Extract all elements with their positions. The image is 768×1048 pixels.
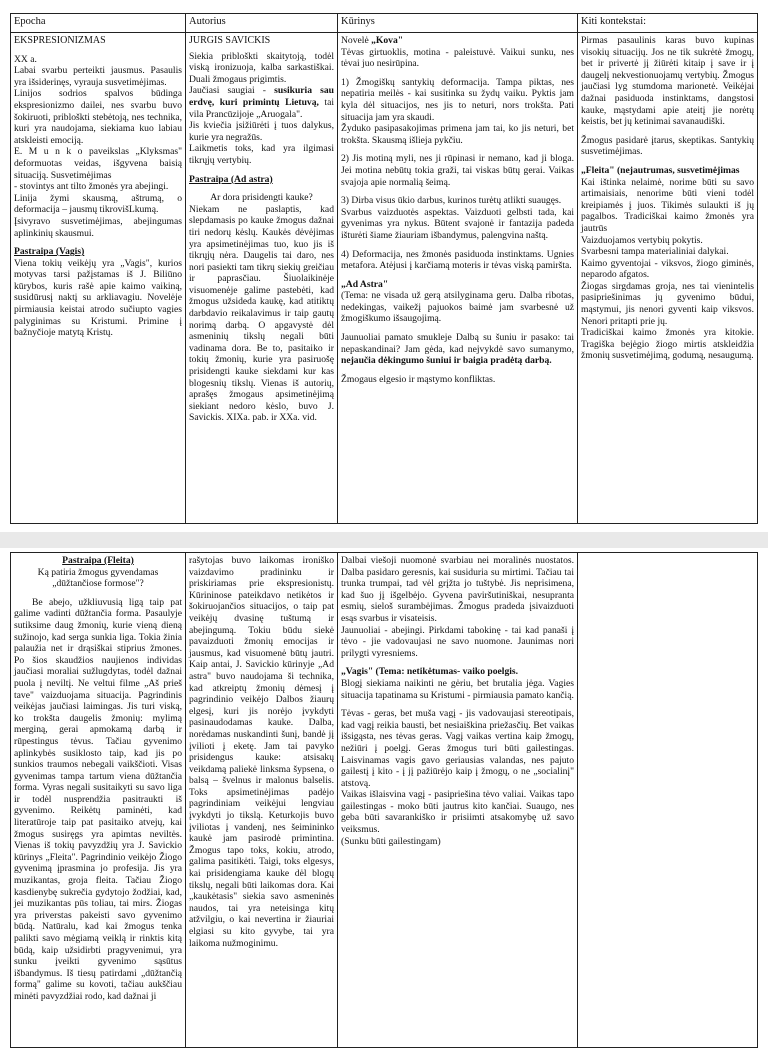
author-name: JURGIS SAVICKIS bbox=[189, 35, 271, 46]
section-heading-fleita: Pastraipa (Fleita) bbox=[62, 555, 134, 566]
epoch-text: E. M u n k o paveikslas „Klyksmas" deformuotas veidas, išgyvena baisią situaciją. Susvetimėjimas bbox=[14, 146, 182, 181]
essay-question: Ką patiria žmogus gyvendamas „dūžtančiose formose"? bbox=[37, 566, 159, 590]
vagis-title: „Vagis" (Tema: netikėtumas- vaiko poelgis. bbox=[341, 666, 519, 678]
context-text: Žiogas sirgdamas groja, nes tai vienintelis pasipriešinimas jų gyvenimo būdui, mąstymui, jis nenori gyventi kaip viksvos. Nenori pritapti prie jų. bbox=[581, 280, 754, 327]
cell-empty bbox=[578, 553, 758, 1048]
context-text: Pirmas pasaulinis karas buvo kupinas visokių situacijų. Jos ne tik sukrėtė žmogų, bet ir privertė jį žiūrėti kitaip į save ir į daugelį nekvestionuojamų vertybių. Žmogus jaučiasi lyg stumdoma marionetė. Veikėjai dažnai pasiduoda instinktams, dangstosi kauke, mąstydami apie ateitį jie norėtų keistis, bet jų ketinimai savanaudiški. bbox=[581, 35, 754, 128]
cell-essay-continued bbox=[186, 553, 338, 1048]
epoch-title: EKSPRESIONIZMAS bbox=[14, 35, 106, 46]
author-text-part: tai vila Prancūzijoje „Aruogala". bbox=[189, 96, 334, 120]
cell-essay-fleita bbox=[11, 553, 186, 1048]
work-text: 2) Jis motiną myli, nes ji rūpinasi ir nemano, kad ji bloga. Jei motina nebūtų tokia graži, tai viskas būtų gerai. Vaikas svajoja apie normalią šeimą. bbox=[341, 153, 574, 188]
cell-autorius bbox=[186, 33, 338, 524]
context-table-top bbox=[10, 13, 758, 524]
context-text: Tradiciškai kaimo žmonės yra kitokie. Tragiška bejėgio žiogo mirtis atskleidžia žmonių susvetimėjimą, godumą, nesaugumą. bbox=[581, 327, 754, 362]
header-kurinys: Kūrinys bbox=[338, 14, 578, 33]
work-text: (Sunku būti gailestingam) bbox=[341, 835, 441, 847]
author-text-bold: susikuria sau erdvę, kuri primintų Lietuvą, bbox=[189, 85, 334, 108]
context-text: Kaimo gyventojai - viksvos, žiogo giminės, neparodo afgatos. bbox=[581, 257, 754, 281]
essay-text: Be abejo, užkliuvusią ligą taip pat galime vadinti dūžtančia forma. Pasaulyje sutiksime daug žmonių, kurie vieną dieną sužinojo, kad serga sunkia liga. Tokia žinia palaužia net ir drąsiškai stiprius žmones. Po šios skaudžios naujienos individas jaučiasi moraliai sužlugdytas, todėl dažnai puola į neviltį. Ne veltui filme „Aš prieš tave" vaizduojama situacija. Pagrindinis veikėjas jaučiasi laimingas. Jis turi viską, ko trokšta daugelis žmonių: mylimą merginą, gerai apmokamą darbą ir rūpestingus tėvus. Tačiau gyvenimo aplinkybės susiklosto taip, kad jis po sunkios traumos nebegali vaikščioti. Visas gyvenimas tampa tartum viena dūžtančia forma. Vyras negali susitaikyti su savo liga ir todėl nusprendžia pasitraukti iš gyvenimo. Reikėtų paminėti, kad literatūroje taip pat pasitaiko atvejų, kai žmogus susiręgs yra apimtas neviltės. Vienas iš tokių pavyzdžių yra J. Savickio kūrinys „Fleita". Pagrindinio veikėjo Žiogo gyvenimą įprasmina jo profesija. Jis yra muzikantas, groja fleita. Tačiau Žiogo kasdienybę sukrečia gydytojo žodžiai, kad, jei muzikantas pūs toliau, tai mirs. Žiogas yra priverstas pakeisti savo gyvenimo būdą. Natūralu, kad kai žmogus tenka palikti savo mėgiamą veiklą ir rinktis kitą būdą, kaip užsidirbti pragyvenimui, yra sunku įveikti gyvenimo sąsūtus išbandymus. Iš tiesų patirdami „dūžtančią formą" galime su kovoti, tačiau aukščiau minėti pavyzdžiai rodo, kad dažnai ji bbox=[14, 596, 182, 1002]
author-text: Siekia pribloškti skaitytoją, todėl viską ironizuoja, kalba sarkastiškai. Duali žmogaus prigimtis. bbox=[189, 50, 334, 85]
epoch-text: Viena tokių veikėjų yra „Vagis", kurios motyvas tarsi pažįstamas iš J. Biliūno kūrybos, kuris rašė apie kaimo vaikiną, susidūrusį naktį su arkliavagiu. Novelėje pirmiausia keistai atrodo sučiupto vagies palyginimas su Kristumi. Primine į bažnyčioje matytą Kristų. bbox=[14, 257, 182, 339]
ad-astra-title: „Ad Astra" bbox=[341, 278, 389, 290]
epoch-century: XX a. bbox=[14, 53, 37, 65]
cell-epocha bbox=[11, 33, 186, 524]
work-text: 3) Dirba visus ūkio darbus, kurinos turėtų atlikti suaugęs. bbox=[341, 195, 562, 207]
context-text: Žmogus pasidarė įtarus, skeptikas. Santykių susvetimėjimas. bbox=[581, 134, 754, 158]
epoch-text: Linijos sodrios spalvos būdinga ekspresionizmo dailei, nes svarbu buvo šokiruoti, pribloškti stebėtoją, nes technika, kuri yra naudojama, siekiama kuo labiau atskleisti emociją. bbox=[14, 88, 182, 146]
work-text: Jaunuoliai - abejingi. Pirkdami tabokinę - tai kad panaši į tėvo - jie vadovaujasi ne savo nuomone. Jaunimas nori prilygti vyresniems. bbox=[341, 624, 574, 659]
context-text: Vaizduojamos vertybių pokytis. bbox=[581, 234, 703, 246]
work-text: Blogį siekiama naikinti ne gėriu, bet brutalia jėga. Vagies situacija tapatinama su Kristumi - pirmiausia pamato kančią. bbox=[341, 677, 574, 701]
work-text: Tėvas - geras, bet mušа vagį - jis vadovaujasi stereotipais, kad vagį reikia bausti, bet nesiaiškina priežasčių. Bet vaikas išsigąsta, nes tėvas geras. Vagį vaikas vertina kaip žmogų, nežiūri į poelgį. Geras žmogus turi būti gailestingas. Laisvinamas vagis gavo geriausias valandas, nes pajuto gailestį į kito - į jį pažiūrėjo kaip į žmogų, o ne „socialinį" atstovą. bbox=[341, 708, 574, 789]
novel-prefix: Novelė bbox=[341, 35, 372, 46]
work-text: Žyduko pasipasakojimas primena jam tai, ko jis neturi, bet trokšta. Skausmą išlieja pykčiu. bbox=[341, 123, 574, 146]
context-text: Kai ištinka nelaimė, norime būti su savo artimaisiais, nenorime būti vieni todėl kreipiamės į juos. Tikimės sulaukti iš jų pagalbos. Tradiciškai kaimo žmonės yra jautrūs bbox=[581, 176, 754, 234]
work-text: Žmogaus elgesio ir mąstymo konfliktas. bbox=[341, 373, 496, 385]
essay-question: Ar dora prisidengti kauke? bbox=[210, 192, 313, 204]
document-page-bottom bbox=[0, 548, 768, 1024]
work-text: 1) Žmogiškų santykių deformacija. Tampa piktas, nes nepatiria meilės - kai susitinka su žydų vaiku. Pyktis jam kyla dėl situacijos, nes jis to neturi, nors trokšta. Pati situacija jam yra skaudi. bbox=[341, 76, 574, 123]
section-heading-ad-astra: Pastraipa (Ad astra) bbox=[189, 173, 273, 185]
context-text: Svarbesni tampa materialiniai dalykai. bbox=[581, 246, 729, 258]
section-heading-vagis: Pastraipa (Vagis) bbox=[14, 246, 85, 258]
work-text: Tėvas girtuoklis, motina - paleistuvė. Vaikui sunku, nes tėvai juo nesirūpina. bbox=[341, 46, 574, 70]
author-text: Niekam ne paslaptis, kad slepdamasis po kauke žmogus dažnai tiri nedorų kėslų. Kaukės dėvėjimas yra apsimetinėjimas tuo, kuo jis iš tikrųjų nėra. Daugelis tai daro, nes nori pasiekti tam tikrų siekių greičiau ir paprasčiau. Šiuolaikinėje visuomenėje galime pastebėti, kad žmogus užsideda kaukę, kad atitiktų darbdavio reikalavimus ir taip gautų norimą darbą. O apgavystė dėl asmeninių tikslų negali būti vadinama dora. Be to, pasitaiko ir tokių žmonių, kurie yra pasiruošę prisidengti kauke siekdami kur kas blogesnių tikslų. Vienas iš autorių, aprašęs žmogaus apsimetinėjimą siekiant nedoro kėslo, buvo J. Savickis. XIXa. pab. ir XXa. vid. bbox=[189, 203, 334, 424]
table-row bbox=[11, 553, 758, 1048]
work-text-bold: nejaučia dėkingumo šuniui ir baigia pradėtą darbą. bbox=[341, 355, 552, 367]
work-text: (Tema: ne visada už gerą atsilyginama geru. Dalba ribotas, nedekingas, vaikežį pajuokos baimė jam svarbesnė už žmogiškumo išsaugojimą. bbox=[341, 290, 574, 325]
work-text-part: Jaunuoliai pamato smukleje Dalbą su šuniu ir pasako: tai nepaskandinai? Jam gėda, kad nejvykdė savo sumanymo, bbox=[341, 332, 574, 355]
table-row bbox=[11, 33, 758, 524]
fleita-title: „Fleita" (nejautrumas, susvetimėjimas bbox=[581, 164, 740, 176]
header-kiti-kontekstai: Kiti kontekstai: bbox=[578, 14, 758, 33]
page-separator bbox=[0, 532, 768, 548]
author-text bbox=[189, 85, 334, 120]
epoch-text: Linija žymi skausmą, aštrumą, o deformacija – jausmų tikrovišLkumą. bbox=[14, 192, 182, 216]
header-epocha: Epocha bbox=[11, 14, 186, 33]
work-text: Dalbai viešoji nuomonė svarbiau nei moralinės nuostatos. Dalba pasidaro geresnis, kai susiduria su mirtimi. Tačiau tai trunka trumpai, tad vėl grįžta jo tuštybė. Jis neprisimena, kad šuo jį išgelbėjo. Gyvena paviršutiniškai, nesupranta esmių, sieloš surambėjimas. Žmogus pradeda įsivaizduoti esąs svarbus ir visateisis. bbox=[341, 555, 574, 624]
work-text bbox=[341, 332, 574, 367]
epoch-text: Įsivyravo susvetimėjimas, abejingumas aplinkinių skausmui. bbox=[14, 215, 182, 239]
novel-heading bbox=[341, 35, 574, 47]
context-table-bottom bbox=[10, 552, 758, 1048]
work-text: 4) Deformacija, nes žmonės pasiduoda instinktams. Ugnies metafora. Atėjusi į karčiamą moteris ir tėvas viską pamiršta. bbox=[341, 248, 574, 272]
essay-text: rašytojas buvo laikomas ironiško vaizdavimo pradininku ir priskiriamas prie ekspresionistų. Kūrininose pateikdavo netikėtos ir šokiruojančios situacijos, o taip pat veikėjų dvasinę tuštumą ir abejingumą. Tokiu būdu siekė pavaizduoti žmonių emocijas ir jausmus, kad visuomenė būtų jautri. Kaip antai, J. Savickio kūrinyje „Ad astra" buvo naudojama ši technika, kad atkreiptų žmonių dėmesį į pagrindinio veikėjo Dalbos žiaurų elgesį, kuri jis norėjo įvykdyti pasinaudodamas kauke. Dalba, norėdamas nuskandinti šunį, bandė jį įvilioti į eketę. Jam tai pavyko prisidengus kauke: atsisakų veikdamą paliekė linksma šypsena, o balsą – švelnus ir malonus balselis. Toks apsimetinėjimas padėjo pagrindiniam veikėjui lengviau įvykdyti jo tikslą. Keturkojis buvo įviliotas į vandenį, nes šeimininko kaukė jam pasirodė primintina. Žmogus tapo toks, kokiu, atrodo, galima pasitikėti. Taigi, toks elgesys, kai prisidengiama kauke dėl blogų tikslų, negali būti laikomas dora. Kai „kaukėtasis" siekia savo asmeninės naudos, tai yra neteisinga kitų atžvilgiu, o kai nevertina ir žiauriai elgiasi su kito gyvybe, tai yra laikoma nužmoginimu. bbox=[189, 555, 334, 949]
epoch-text: - stovintys ant tilto žmonės yra abejingi. bbox=[14, 181, 169, 193]
work-text: Vaikas išlaisvina vagį - pasipriešina tėvo valiai. Vaikas tapo gailestingas - moko būti jautrus kito kančiai. Suaugo, nes geba būti savarankiško ir prisiimti atsakomybę už savo veiksmus. bbox=[341, 789, 574, 836]
cell-work-notes bbox=[338, 553, 578, 1048]
cell-kiti-kontekstai bbox=[578, 33, 758, 524]
epoch-text: Labai svarbu perteikti jausmus. Pasaulis yra išsiderinęs, vyrauja susvetimėjimas. bbox=[14, 65, 182, 88]
header-autorius: Autorius bbox=[186, 14, 338, 33]
cell-kurinys bbox=[338, 33, 578, 524]
author-text: Laikmetis toks, kad yra ilgimasi tikrųjų vertybių. bbox=[189, 143, 334, 166]
table-header-row bbox=[11, 14, 758, 33]
novel-title: „Kova" bbox=[371, 35, 404, 46]
author-text-part: Jaučiasi saugiai - bbox=[189, 85, 275, 97]
author-text: Jis kviečia įsižiūrėti į tuos dalykus, kurie yra negražūs. bbox=[189, 120, 334, 143]
work-text: Svarbus vaizduotės aspektas. Vaizduoti gelbsti tada, kai gyvenimas yra nykus. Būtent svajonė ir fantazija padeda išturėti šiame žiauriam išbandymus, palengvina naštą. bbox=[341, 206, 574, 241]
